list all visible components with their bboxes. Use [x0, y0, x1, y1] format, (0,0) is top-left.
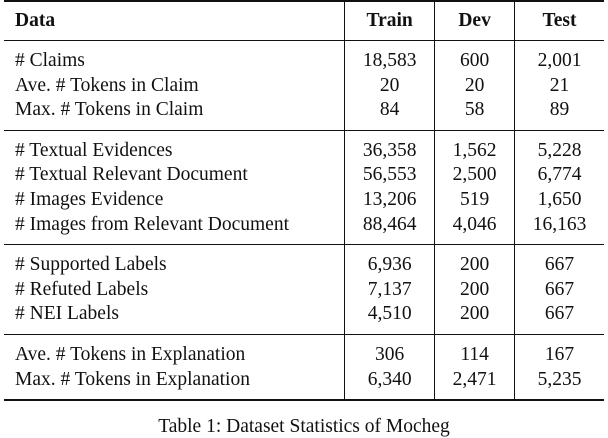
header-data: Data [15, 9, 56, 31]
cell-test: 6,774 [515, 163, 604, 188]
group-claims [4, 41, 604, 131]
cell-train: 84 [345, 98, 435, 130]
table-row [4, 278, 604, 303]
table-row [4, 188, 604, 213]
group-evidence [4, 130, 604, 244]
statistics-table-container [4, 0, 604, 401]
cell-test: 1,650 [515, 188, 604, 213]
row-label: # Supported Labels [15, 254, 167, 276]
cell-train: 18,583 [345, 41, 435, 74]
table-row [4, 302, 604, 334]
cell-train: 20 [345, 74, 435, 99]
cell-dev: 600 [435, 41, 515, 74]
table-row [4, 213, 604, 245]
header-train: Train [345, 1, 435, 41]
row-label: Max. # Tokens in Claim [15, 99, 204, 121]
cell-test: 5,235 [515, 368, 604, 401]
table-row [4, 163, 604, 188]
cell-dev: 58 [435, 98, 515, 130]
row-label: # Textual Evidences [15, 139, 173, 161]
cell-test: 667 [515, 302, 604, 334]
cell-dev: 200 [435, 302, 515, 334]
cell-train: 4,510 [345, 302, 435, 334]
table-row [4, 41, 604, 74]
cell-test: 21 [515, 74, 604, 99]
table-row [4, 98, 604, 130]
cell-dev: 2,471 [435, 368, 515, 401]
cell-test: 2,001 [515, 41, 604, 74]
row-label: Ave. # Tokens in Claim [15, 74, 199, 96]
row-label: # NEI Labels [15, 303, 119, 325]
cell-test: 16,163 [515, 213, 604, 245]
cell-test: 89 [515, 98, 604, 130]
table-caption: Table 1: Dataset Statistics of Mocheg [158, 416, 450, 437]
cell-train: 13,206 [345, 188, 435, 213]
header-dev: Dev [435, 1, 515, 41]
cell-train: 88,464 [345, 213, 435, 245]
cell-dev: 1,562 [435, 130, 515, 163]
cell-dev: 200 [435, 245, 515, 278]
table-header-row [4, 1, 604, 41]
group-labels [4, 245, 604, 335]
header-test: Test [515, 1, 604, 41]
row-label: # Images from Relevant Document [15, 213, 289, 235]
cell-test: 667 [515, 245, 604, 278]
table-row [4, 130, 604, 163]
cell-train: 6,340 [345, 368, 435, 401]
cell-test: 167 [515, 334, 604, 367]
cell-train: 56,553 [345, 163, 435, 188]
row-label: # Textual Relevant Document [15, 164, 248, 186]
row-label: # Images Evidence [15, 188, 164, 210]
group-explanation [4, 334, 604, 400]
cell-dev: 114 [435, 334, 515, 367]
cell-train: 306 [345, 334, 435, 367]
cell-dev: 20 [435, 74, 515, 99]
cell-dev: 4,046 [435, 213, 515, 245]
cell-dev: 519 [435, 188, 515, 213]
table-row [4, 74, 604, 99]
cell-train: 7,137 [345, 278, 435, 303]
row-label: # Claims [15, 50, 85, 71]
table-row [4, 368, 604, 401]
cell-dev: 200 [435, 278, 515, 303]
cell-train: 6,936 [345, 245, 435, 278]
row-label: Max. # Tokens in Explanation [15, 368, 250, 390]
table-row [4, 334, 604, 367]
dataset-statistics-table [4, 0, 604, 401]
row-label: Ave. # Tokens in Explanation [15, 343, 246, 365]
cell-train: 36,358 [345, 130, 435, 163]
row-label: # Refuted Labels [15, 278, 149, 300]
cell-test: 5,228 [515, 130, 604, 163]
cell-test: 667 [515, 278, 604, 303]
cell-dev: 2,500 [435, 163, 515, 188]
table-row [4, 245, 604, 278]
